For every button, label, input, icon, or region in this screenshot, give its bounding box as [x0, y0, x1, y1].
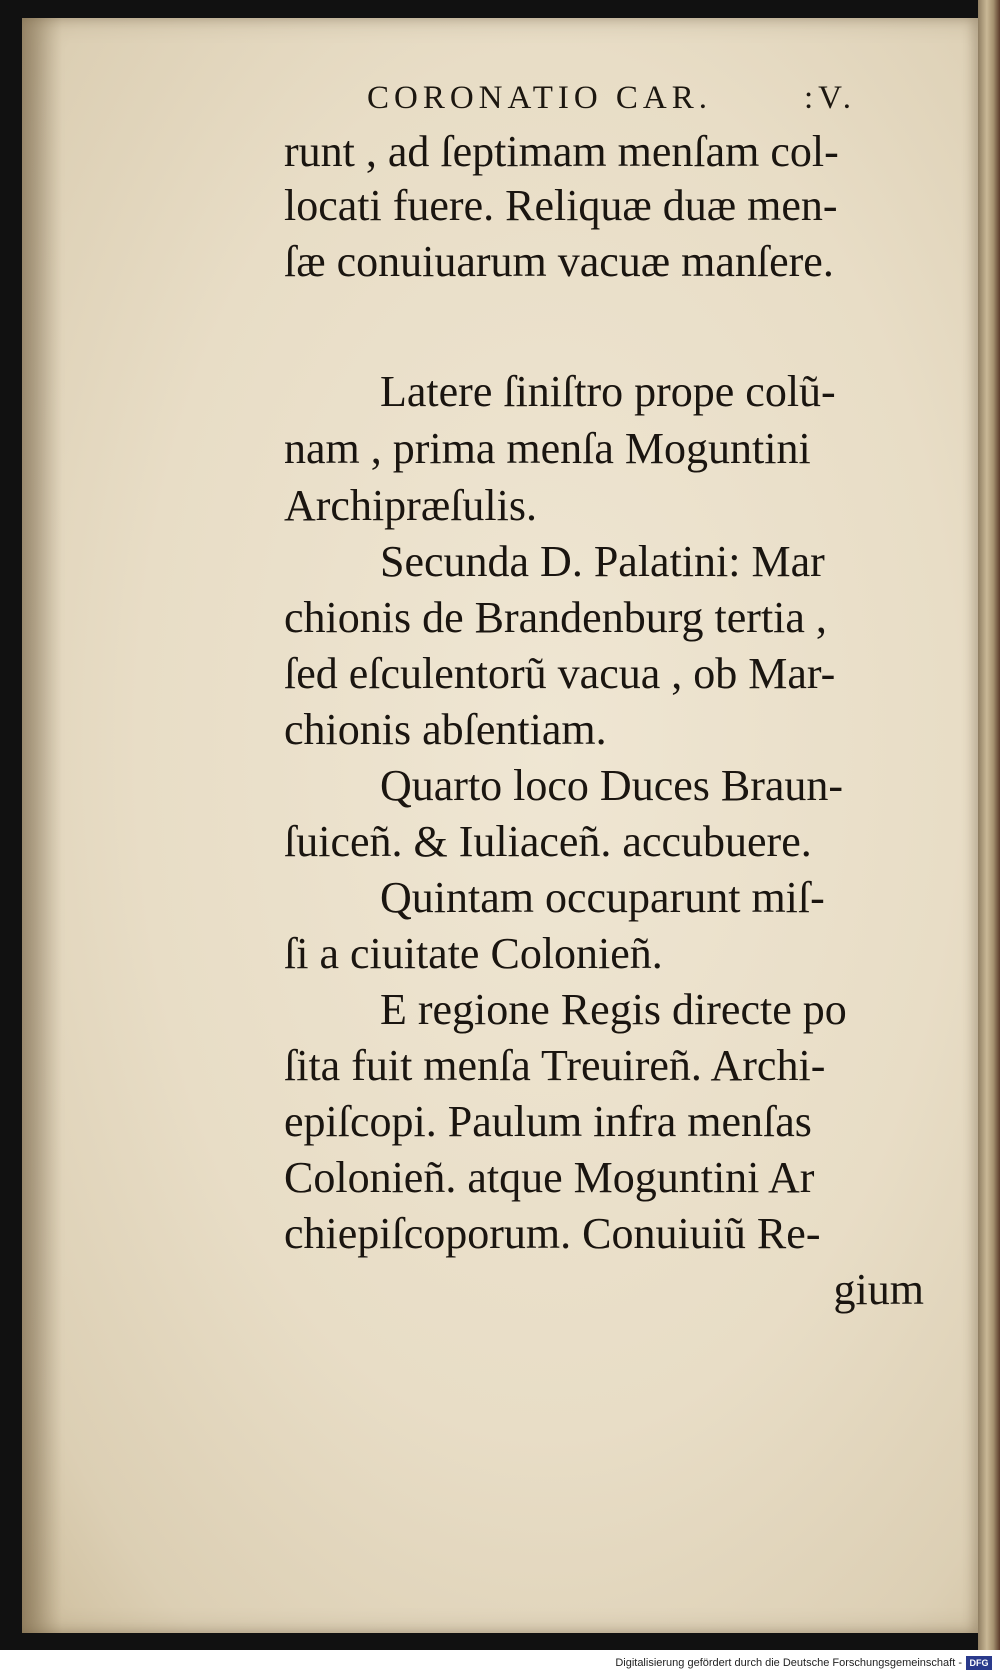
running-head — [367, 80, 907, 117]
text-line: epiſcopi. Paulum infra menſas — [284, 1097, 812, 1146]
text-line: locati fuere. Reliquæ duæ men- — [284, 181, 838, 230]
catchword: gium — [833, 1265, 924, 1314]
text-line: Secunda D. Palatini: Mar — [380, 537, 825, 586]
text-line: runt , ad ſeptimam menſam col- — [284, 127, 839, 176]
text-line: Archipræſulis. — [284, 481, 537, 530]
text-line: Latere ſiniſtro prope colũ- — [380, 367, 836, 416]
text-line: ſi a ciuitate Colonieñ. — [284, 929, 663, 978]
book-edge — [978, 0, 1000, 1650]
dfg-logo-icon: DFG — [966, 1656, 992, 1670]
text-line: chionis abſentiam. — [284, 705, 607, 754]
text-line: E regione Regis directe po — [380, 985, 847, 1034]
gutter-shadow — [22, 18, 62, 1633]
footer-credit: Digitalisierung gefördert durch die Deutsche Forschungsgemeinschaft - — [615, 1657, 962, 1669]
book-page — [22, 18, 978, 1633]
text-line: chiepiſcoporum. Conuiuiũ Re- — [284, 1209, 821, 1258]
running-head-title: CORONATIO CAR. — [367, 80, 713, 116]
text-line: ſuiceñ. & Iuliaceñ. accubuere. — [284, 817, 812, 866]
text-line: Colonieñ. atque Moguntini Ar — [284, 1153, 815, 1202]
text-line: chionis de Brandenburg tertia , — [284, 593, 827, 642]
text-line: nam , prima menſa Moguntini — [284, 424, 811, 473]
text-line: ſed eſculentorũ vacua , ob Mar- — [284, 649, 836, 698]
digitization-footer — [0, 1650, 1000, 1678]
text-line: ſita fuit menſa Treuireñ. Archi- — [284, 1041, 826, 1090]
folio-number: :V. — [804, 80, 856, 116]
text-line: Quarto loco Duces Braun- — [380, 761, 844, 810]
text-line: Quintam occuparunt miſ- — [380, 873, 825, 922]
text-line: ſæ conuiuarum vacuæ manſere. — [284, 237, 834, 286]
